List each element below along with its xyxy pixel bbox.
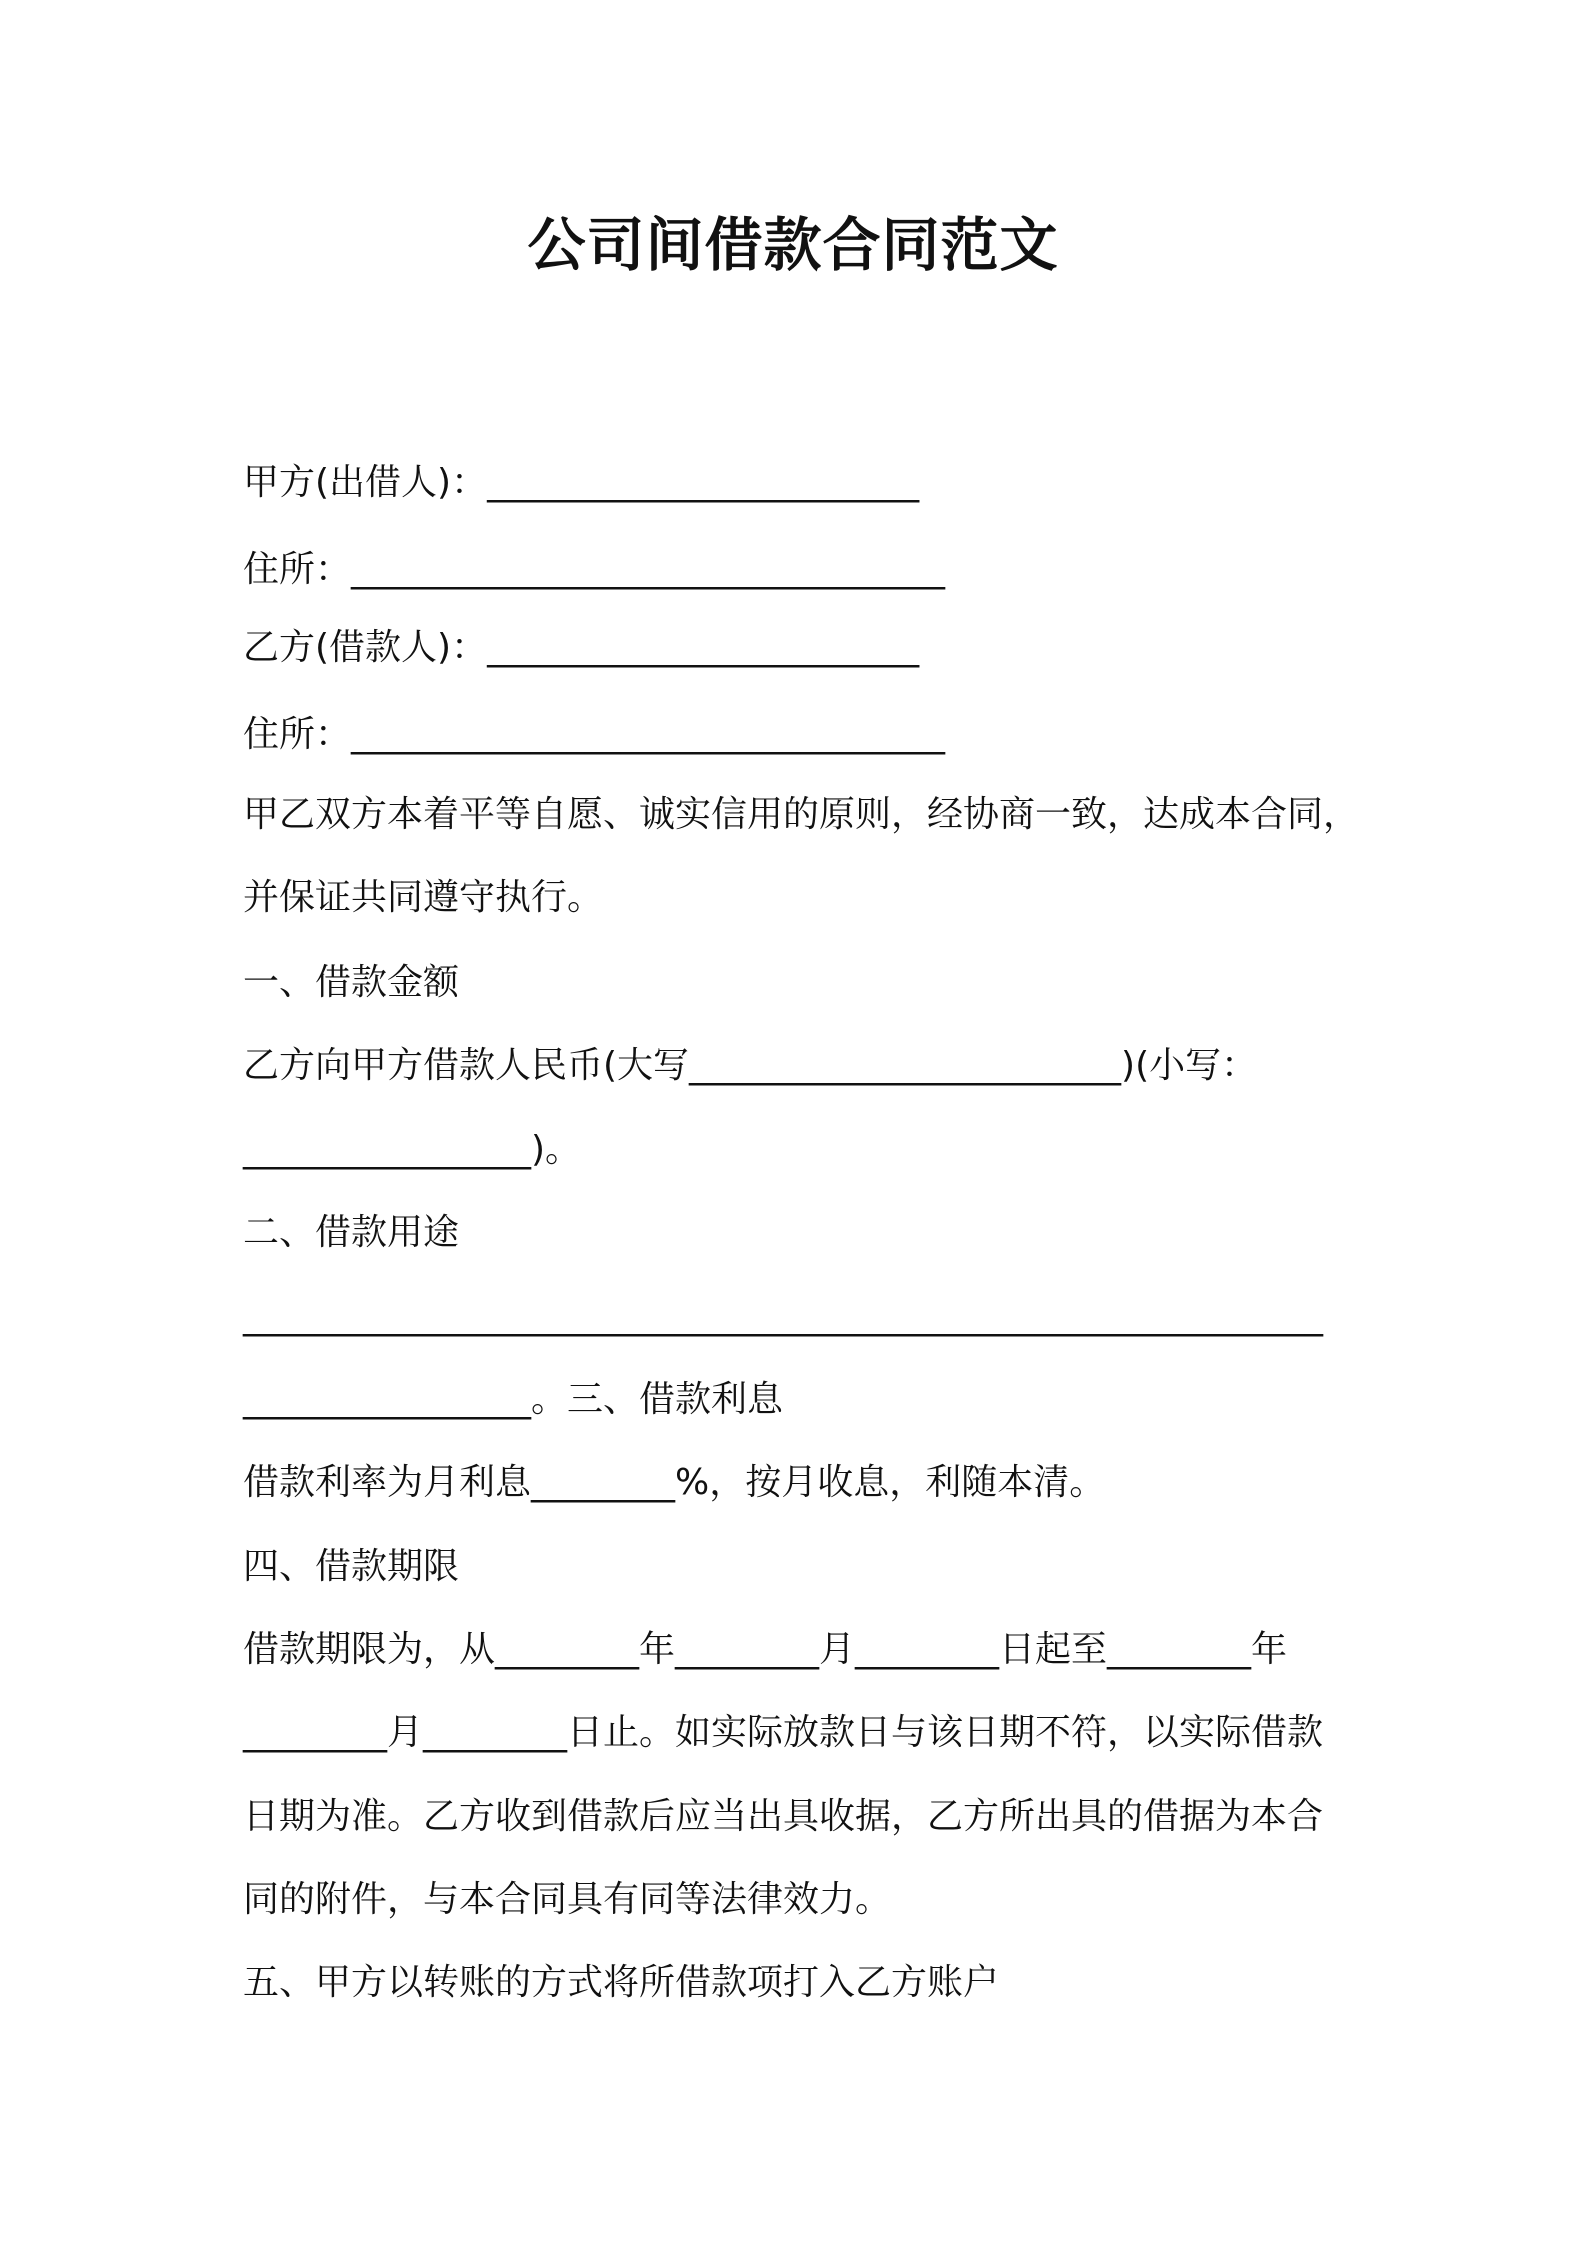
document-title: 公司间借款合同范文	[527, 211, 1059, 279]
party-a-line: 甲方(出借人)：________________________	[243, 462, 920, 503]
preamble-line-1: 甲乙双方本着平等自愿、诚实信用的原则，经协商一致，达成本合同，	[243, 794, 1360, 835]
section-3-heading-line: ________________。三、借款利息	[243, 1379, 784, 1420]
loan-purpose-blank-line: ____________________________________________________________	[243, 1296, 1323, 1337]
section-1-heading: 一、借款金额	[243, 962, 460, 1003]
loan-term-line-2: ________月________日止。如实际放款日与该日期不符，以实际借款	[243, 1712, 1324, 1753]
section-4-heading: 四、借款期限	[243, 1546, 460, 1587]
section-5-heading: 五、甲方以转账的方式将所借款项打入乙方账户	[243, 1962, 1000, 2003]
section-2-heading: 二、借款用途	[243, 1212, 460, 1253]
interest-rate-line: 借款利率为月利息________%，按月收息，利随本清。	[243, 1462, 1106, 1503]
loan-amount-line-2: ________________)。	[243, 1129, 582, 1170]
preamble-line-2: 并保证共同遵守执行。	[243, 877, 604, 918]
party-b-address-line: 住所：_________________________________	[243, 714, 946, 755]
party-a-address-line: 住所：_________________________________	[243, 549, 946, 590]
loan-amount-line-1: 乙方向甲方借款人民币(大写________________________)(小写：	[243, 1045, 1258, 1086]
loan-term-line-4: 同的附件，与本合同具有同等法律效力。	[243, 1879, 892, 1920]
loan-term-line-1: 借款期限为，从________年________月________日起至________年	[243, 1629, 1288, 1670]
loan-term-line-3: 日期为准。乙方收到借款后应当出具收据，乙方所出具的借据为本合	[243, 1796, 1324, 1837]
party-b-line: 乙方(借款人)：________________________	[243, 627, 920, 668]
